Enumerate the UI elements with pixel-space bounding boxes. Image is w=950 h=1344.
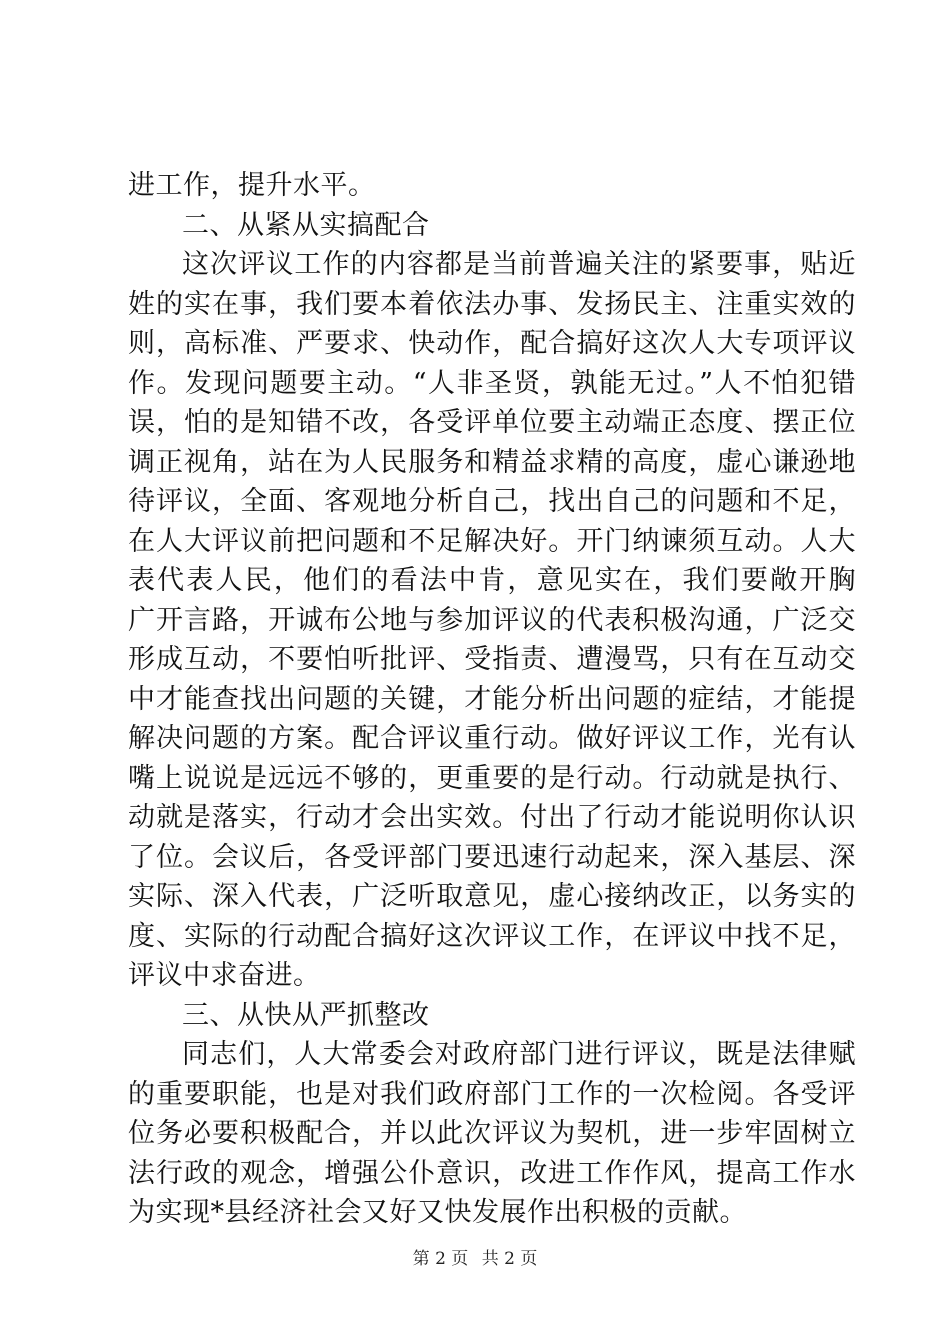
text-line: 解决问题的方案。配合评议重行动。做好评议工作，光有认: [128, 723, 856, 754]
text-line: 法行政的观念，增强公仆意识，改进工作作风，提高工作水: [128, 1157, 856, 1189]
text-line: 同志们，人大常委会对政府部门进行评议，既是法律赋: [182, 1039, 856, 1070]
text-line: 在人大评议前把问题和不足解决好。开门纳谏须互动。人大: [128, 525, 856, 557]
text-line: 形成互动，不要怕听批评、受指责、遭漫骂，只有在互动交: [128, 644, 856, 675]
text-line: 中才能查找出问题的关键，才能分析出问题的症结，才能提: [128, 683, 856, 715]
text-line: 了位。会议后，各受评部门要迅速行动起来，深入基层、深: [128, 841, 856, 873]
page-number: 第 2 页: [412, 1249, 469, 1269]
text-line: 三、从快从严抓整改: [182, 999, 430, 1031]
text-line: 为实现*县经济社会又好又快发展作出积极的贡献。: [128, 1197, 747, 1228]
page-footer: [0, 1244, 950, 1269]
text-line: 位务必要积极配合，并以此次评议为契机，进一步牢固树立: [128, 1118, 856, 1149]
text-line: 则，高标准、严要求、快动作，配合搞好这次人大专项评议: [128, 328, 856, 359]
text-line: 嘴上说说是远远不够的，更重要的是行动。行动就是执行、: [128, 762, 856, 794]
text-line: 评议中求奋进。: [128, 960, 321, 991]
text-line: 广开言路，开诚布公地与参加评议的代表积极沟通，广泛交: [128, 604, 856, 636]
document-body: [128, 166, 856, 1233]
text-line: 误，怕的是知错不改，各受评单位要主动端正态度、摆正位: [128, 407, 856, 438]
text-line: 动就是落实，行动才会出实效。付出了行动才能说明你认识: [128, 802, 856, 833]
text-line: 度、实际的行动配合搞好这次评议工作，在评议中找不足，: [128, 920, 856, 952]
text-line: 姓的实在事，我们要本着依法办事、发扬民主、注重实效的: [128, 288, 856, 320]
page-total: 共 2 页: [481, 1249, 538, 1269]
text-line: 调正视角，站在为人民服务和精益求精的高度，虚心谦逊地: [128, 446, 856, 478]
text-line: 进工作，提升水平。: [128, 170, 376, 201]
text-line: 的重要职能，也是对我们政府部门工作的一次检阅。各受评: [128, 1078, 856, 1110]
text-line: 表代表人民，他们的看法中肯，意见实在，我们要敞开胸: [128, 565, 856, 596]
text-line: 二、从紧从实搞配合: [182, 209, 430, 241]
text-line: 这次评议工作的内容都是当前普遍关注的紧要事，贴近: [182, 249, 856, 280]
text-line: 作。发现问题要主动。“人非圣贤，孰能无过。”人不怕犯错: [128, 367, 856, 399]
text-line: 实际、深入代表，广泛听取意见，虚心接纳改正，以务实的: [128, 881, 856, 912]
text-line: 待评议，全面、客观地分析自己，找出自己的问题和不足，: [128, 486, 856, 517]
